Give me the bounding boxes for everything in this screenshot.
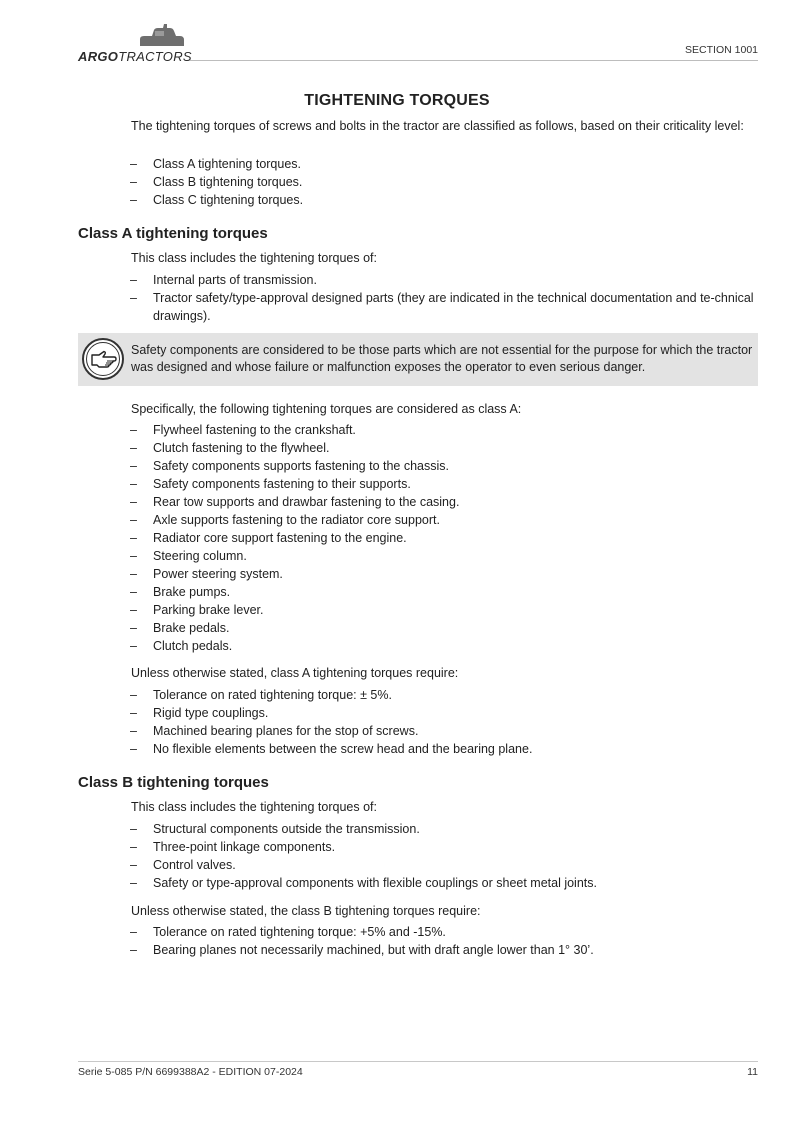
- intro-paragraph: The tightening torques of screws and bolts in the tractor are classified as follows, based on their criticality level:: [131, 119, 744, 133]
- class-a-heading: Class A tightening torques: [78, 225, 268, 242]
- list-item: – Class B tightening torques.: [130, 175, 303, 189]
- page-title: TIGHTENING TORQUES: [304, 92, 490, 109]
- page-header: [78, 22, 758, 62]
- safety-note: [78, 333, 758, 386]
- list-item: – Rear tow supports and drawbar fastening to the casing.: [130, 495, 460, 509]
- list-item: – Class C tightening torques.: [130, 193, 304, 207]
- section-label: SECTION 1001: [685, 44, 758, 56]
- list-item: – Flywheel fastening to the crankshaft.: [130, 423, 356, 437]
- list-item: – Safety components supports fastening to the chassis.: [130, 459, 450, 473]
- footer-divider: [78, 1061, 758, 1062]
- header-divider: [190, 60, 758, 61]
- class-a-specific-intro: Specifically, the following tightening torques are considered as class A:: [131, 402, 522, 416]
- class-b-includes-list: [131, 820, 758, 892]
- list-item: – Tractor safety/type-approval designed parts (they are indicated in the technical documentation and te-chnical drawings).: [130, 291, 754, 323]
- footer-edition: Serie 5-085 P/N 6699388A2 - EDITION 07-2024: [78, 1066, 303, 1078]
- list-item: – Brake pedals.: [130, 621, 230, 635]
- list-item: – Control valves.: [130, 858, 236, 872]
- class-a-specific-list: [131, 421, 758, 655]
- class-a-require-intro: Unless otherwise stated, class A tightening torques require:: [131, 666, 459, 680]
- list-item: – Brake pumps.: [130, 585, 231, 599]
- list-item: – Internal parts of transmission.: [130, 273, 317, 287]
- list-item: – Parking brake lever.: [130, 603, 264, 617]
- list-item: – Bearing planes not necessarily machined, but with draft angle lower than 1° 30’.: [130, 943, 594, 957]
- class-a-includes-intro: This class includes the tightening torques of:: [131, 251, 377, 265]
- list-item: – Steering column.: [130, 549, 247, 563]
- list-item: – Structural components outside the transmission.: [130, 822, 420, 836]
- list-item: – Tolerance on rated tightening torque: ± 5%.: [130, 688, 392, 702]
- class-b-heading: Class B tightening torques: [78, 774, 269, 791]
- argo-tractors-logo: [78, 22, 198, 62]
- class-list: [131, 155, 758, 209]
- class-a-includes-list: [131, 271, 758, 325]
- list-item: – Three-point linkage components.: [130, 840, 336, 854]
- pointing-hand-icon: [81, 337, 125, 381]
- logo-wordmark: ARGOTRACTORS: [78, 49, 192, 64]
- list-item: – Clutch fastening to the flywheel.: [130, 441, 330, 455]
- list-item: – Safety or type-approval components with flexible couplings or sheet metal joints.: [130, 876, 597, 890]
- list-item: – Clutch pedals.: [130, 639, 233, 653]
- list-item: – Radiator core support fastening to the engine.: [130, 531, 407, 545]
- class-b-includes-intro: This class includes the tightening torques of:: [131, 800, 377, 814]
- list-item: – Rigid type couplings.: [130, 706, 269, 720]
- class-b-require-intro: Unless otherwise stated, the class B tightening torques require:: [131, 904, 481, 918]
- list-item: – Tolerance on rated tightening torque: +5% and -15%.: [130, 925, 446, 939]
- list-item: – Safety components fastening to their supports.: [130, 477, 411, 491]
- list-item: – Power steering system.: [130, 567, 283, 581]
- class-b-requirements-list: [131, 923, 758, 959]
- list-item: – Class A tightening torques.: [130, 157, 302, 171]
- tractor-logo-icon: [136, 22, 186, 48]
- list-item: – Machined bearing planes for the stop of screws.: [130, 724, 419, 738]
- list-item: – No flexible elements between the screw head and the bearing plane.: [130, 742, 533, 756]
- class-a-requirements-list: [131, 686, 758, 758]
- list-item: – Axle supports fastening to the radiator core support.: [130, 513, 440, 527]
- safety-note-text: Safety components are considered to be those parts which are not essential for the purpose for which the tractor was designed and whose failure or malfunction exposes the operator to even serious danger.: [131, 343, 753, 374]
- page-number: 11: [747, 1066, 758, 1078]
